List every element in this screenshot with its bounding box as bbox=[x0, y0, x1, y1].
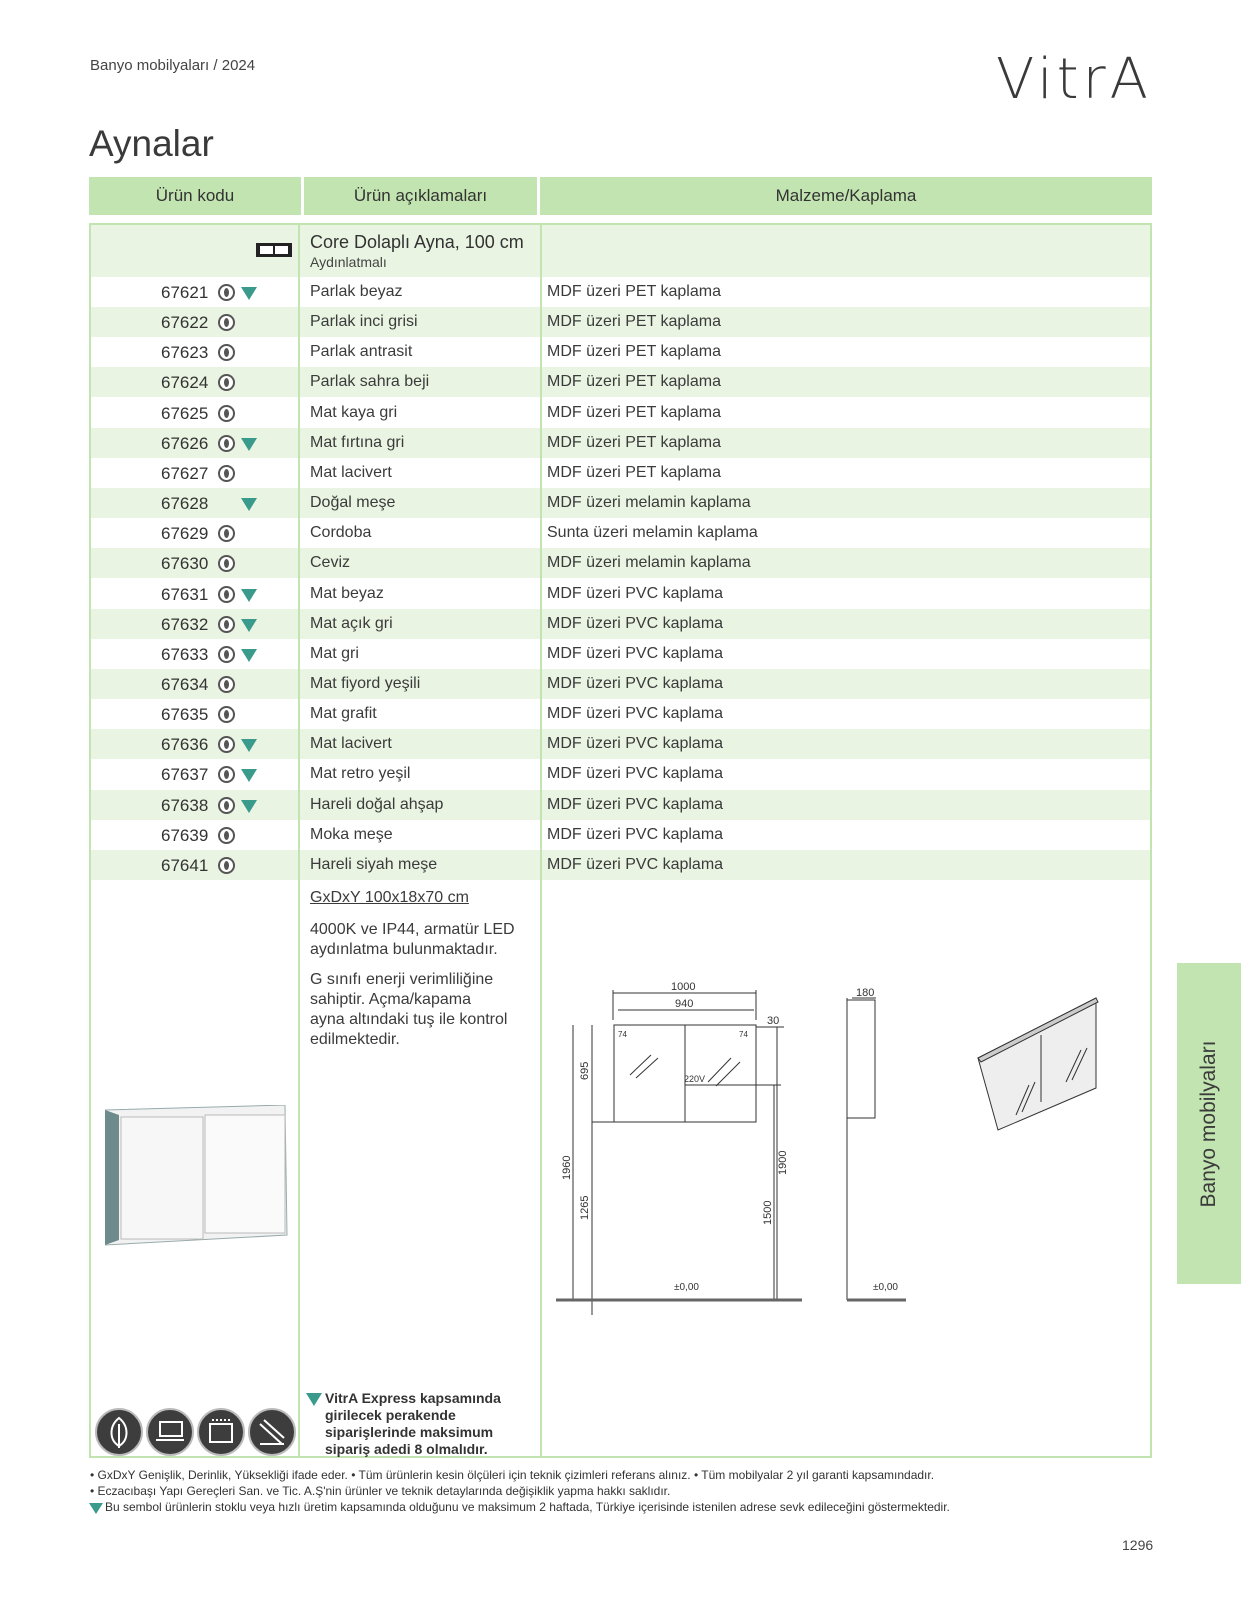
express-triangle-icon bbox=[241, 589, 257, 602]
express-triangle-icon bbox=[241, 739, 257, 752]
product-description: Mat gri bbox=[310, 644, 359, 662]
table-row bbox=[91, 518, 1150, 548]
product-description: Mat retro yeşil bbox=[310, 765, 411, 783]
dimensions-text: GxDxY 100x18x70 cm bbox=[310, 889, 469, 906]
product-code: 67628 bbox=[161, 494, 209, 514]
product-description: Doğal meşe bbox=[310, 494, 396, 512]
dim-74-right: 74 bbox=[739, 1030, 748, 1039]
table-row bbox=[91, 820, 1150, 850]
product-material: MDF üzeri PVC kaplama bbox=[547, 705, 724, 723]
product-description: Mat grafit bbox=[310, 705, 377, 723]
product-description: Parlak antrasit bbox=[310, 343, 413, 361]
vitra-logo: VitrA bbox=[996, 47, 1152, 112]
express-triangle-icon bbox=[241, 438, 257, 451]
table-row bbox=[91, 398, 1150, 428]
eco-icon bbox=[218, 374, 235, 391]
product-material: MDF üzeri PVC kaplama bbox=[547, 735, 724, 753]
product-description: Mat lacivert bbox=[310, 735, 392, 753]
led-note: 4000K ve IP44, armatür LED aydınlatma bulunmaktadır. bbox=[310, 921, 515, 958]
product-material: MDF üzeri PET kaplama bbox=[547, 373, 721, 391]
product-code: 67623 bbox=[161, 343, 209, 363]
product-material: MDF üzeri PVC kaplama bbox=[547, 614, 724, 632]
side-tab-label: Banyo mobilyaları bbox=[1197, 1040, 1220, 1207]
table-row bbox=[91, 759, 1150, 789]
breadcrumb: Banyo mobilyaları / 2024 bbox=[90, 57, 256, 74]
table-row bbox=[91, 639, 1150, 669]
dim-socket-height: 1500 bbox=[762, 1200, 774, 1225]
product-material: MDF üzeri melamin kaplama bbox=[547, 554, 751, 572]
footer-line-3: Bu sembol ürünlerin stoklu veya hızlı üretim kapsamında olduğunu ve maksimum 2 haftada, Türkiye içerisinde istenilen adrese sevk edileceğini göstermektedir. bbox=[105, 1500, 950, 1514]
express-triangle-icon bbox=[241, 287, 257, 300]
product-material: MDF üzeri PVC kaplama bbox=[547, 795, 724, 813]
dim-depth: 180 bbox=[856, 987, 875, 999]
dim-width-inner: 940 bbox=[675, 998, 694, 1010]
eco-icon bbox=[218, 706, 235, 723]
product-code: 67636 bbox=[161, 735, 209, 755]
table-row bbox=[91, 337, 1150, 367]
express-triangle-icon bbox=[241, 649, 257, 662]
dim-base-height: 1265 bbox=[579, 1195, 591, 1220]
column-header-code: Ürün kodu bbox=[89, 177, 301, 215]
product-code: 67629 bbox=[161, 524, 209, 544]
eco-icon bbox=[218, 676, 235, 693]
product-description: Mat fiyord yeşili bbox=[310, 674, 421, 692]
product-material: MDF üzeri PET kaplama bbox=[547, 403, 721, 421]
table-row bbox=[91, 790, 1150, 820]
column-header-material: Malzeme/Kaplama bbox=[540, 177, 1152, 215]
product-material: MDF üzeri PVC kaplama bbox=[547, 855, 724, 873]
eco-icon bbox=[218, 736, 235, 753]
table-row bbox=[91, 699, 1150, 729]
product-description: Hareli siyah meşe bbox=[310, 855, 438, 873]
eco-icon bbox=[218, 344, 235, 361]
product-material: MDF üzeri PVC kaplama bbox=[547, 765, 724, 783]
product-material: MDF üzeri PET kaplama bbox=[547, 463, 721, 481]
eco-icon bbox=[218, 405, 235, 422]
product-photo bbox=[105, 1105, 289, 1247]
express-legend-icon bbox=[89, 1503, 103, 1514]
eco-leaf-badge-icon bbox=[95, 1408, 143, 1456]
cabinet-mirror-badge-icon bbox=[146, 1408, 194, 1456]
dim-socket-top: 1900 bbox=[777, 1150, 789, 1175]
led-light-badge-icon bbox=[197, 1408, 245, 1456]
product-material: MDF üzeri PVC kaplama bbox=[547, 584, 724, 602]
dim-mirror-height: 695 bbox=[579, 1061, 591, 1080]
socket-label: 220V bbox=[684, 1074, 706, 1084]
product-code: 67638 bbox=[161, 795, 209, 815]
dim-total-height: 1960 bbox=[561, 1155, 573, 1180]
side-tab bbox=[1177, 963, 1241, 1284]
dim-width-outer: 1000 bbox=[671, 981, 696, 993]
eco-icon bbox=[218, 766, 235, 783]
product-subtitle: Aydınlatmalı bbox=[310, 254, 387, 270]
floor-level-front: ±0,00 bbox=[674, 1282, 699, 1293]
column-header-description: Ürün açıklamaları bbox=[304, 177, 537, 215]
product-description: Cordoba bbox=[310, 524, 372, 542]
product-code: 67631 bbox=[161, 584, 209, 604]
product-code: 67641 bbox=[161, 855, 209, 875]
product-code: 67622 bbox=[161, 313, 209, 333]
eco-icon bbox=[218, 616, 235, 633]
product-material: MDF üzeri PET kaplama bbox=[547, 313, 721, 331]
product-table bbox=[89, 223, 1152, 1458]
product-material: MDF üzeri PVC kaplama bbox=[547, 674, 724, 692]
product-material: MDF üzeri PVC kaplama bbox=[547, 644, 724, 662]
product-code: 67635 bbox=[161, 705, 209, 725]
table-row bbox=[91, 428, 1150, 458]
product-description: Ceviz bbox=[310, 554, 351, 572]
product-code: 67634 bbox=[161, 674, 209, 694]
express-triangle-icon bbox=[241, 769, 257, 782]
product-description: Hareli doğal ahşap bbox=[310, 795, 444, 813]
table-row bbox=[91, 850, 1150, 880]
product-description: Mat beyaz bbox=[310, 584, 384, 602]
product-material: MDF üzeri PVC kaplama bbox=[547, 825, 724, 843]
table-row bbox=[91, 548, 1150, 578]
table-row bbox=[91, 277, 1150, 307]
express-triangle-icon bbox=[241, 619, 257, 632]
product-code: 67625 bbox=[161, 403, 209, 423]
product-code: 67624 bbox=[161, 373, 209, 393]
product-name: Core Dolaplı Ayna, 100 cm bbox=[310, 232, 524, 252]
product-code: 67627 bbox=[161, 463, 209, 483]
table-row bbox=[91, 609, 1150, 639]
product-description: Mat fırtına gri bbox=[310, 433, 405, 451]
product-material: Sunta üzeri melamin kaplama bbox=[547, 524, 758, 542]
product-description: Mat kaya gri bbox=[310, 403, 398, 421]
product-code: 67632 bbox=[161, 614, 209, 634]
eco-icon bbox=[218, 646, 235, 663]
energy-note: G sınıfı enerji verimliliğine sahiptir. Açma/kapama ayna altındaki tuş ile kontrol edilmektedir. bbox=[310, 971, 508, 1048]
table-row bbox=[91, 488, 1150, 518]
product-material: MDF üzeri PET kaplama bbox=[547, 283, 721, 300]
footer-line-1: • GxDxY Genişlik, Derinlik, Yüksekliği ifade eder. • Tüm ürünlerin kesin ölçüleri için teknik çizimleri referans alınız. • Tüm mobilyalar 2 yıl garanti kapsamındadır. bbox=[90, 1468, 935, 1482]
table-row bbox=[91, 307, 1150, 337]
product-description: Parlak sahra beji bbox=[310, 373, 430, 391]
eco-icon bbox=[218, 314, 235, 331]
express-triangle-icon bbox=[241, 800, 257, 813]
mirror-badge-icon bbox=[248, 1408, 296, 1456]
product-code: 67626 bbox=[161, 433, 209, 453]
eco-icon bbox=[218, 435, 235, 452]
eco-icon bbox=[218, 857, 235, 874]
dim-74-left: 74 bbox=[618, 1030, 627, 1039]
product-description: Parlak inci grisi bbox=[310, 313, 418, 331]
express-note: VitrA Express kapsamında girilecek perakende siparişlerinde maksimum sipariş adedi 8 olmalıdır. bbox=[325, 1390, 501, 1457]
express-triangle-icon bbox=[241, 498, 257, 511]
product-description: Parlak beyaz bbox=[310, 283, 403, 300]
eco-icon bbox=[218, 284, 235, 301]
table-row bbox=[91, 367, 1150, 397]
eco-icon bbox=[218, 586, 235, 603]
product-description: Mat lacivert bbox=[310, 463, 392, 481]
technical-drawing bbox=[546, 970, 1146, 1315]
product-code: 67637 bbox=[161, 765, 209, 785]
product-code: 67621 bbox=[161, 283, 209, 302]
page-title: Aynalar bbox=[89, 123, 214, 164]
table-row bbox=[91, 729, 1150, 759]
product-material: MDF üzeri PET kaplama bbox=[547, 343, 721, 361]
eco-icon bbox=[218, 525, 235, 542]
product-description: Moka meşe bbox=[310, 825, 393, 843]
eco-icon bbox=[218, 555, 235, 572]
product-code: 67639 bbox=[161, 825, 209, 845]
eco-icon bbox=[218, 797, 235, 814]
product-description: Mat açık gri bbox=[310, 614, 393, 632]
page-number: 1296 bbox=[1122, 1537, 1154, 1553]
table-row bbox=[91, 669, 1150, 699]
table-row bbox=[91, 458, 1150, 488]
table-row bbox=[91, 579, 1150, 609]
eco-icon bbox=[218, 827, 235, 844]
eco-icon bbox=[218, 465, 235, 482]
product-code: 67630 bbox=[161, 554, 209, 574]
mirror-cabinet-icon bbox=[256, 243, 292, 257]
dim-offset: 30 bbox=[767, 1015, 780, 1027]
floor-level-side: ±0,00 bbox=[873, 1282, 898, 1293]
express-triangle-icon bbox=[306, 1393, 322, 1406]
product-material: MDF üzeri melamin kaplama bbox=[547, 494, 751, 512]
product-header-row bbox=[91, 225, 1150, 277]
product-code: 67633 bbox=[161, 644, 209, 664]
footer-line-2: • Eczacıbaşı Yapı Gereçleri San. ve Tic. A.Ş'nin ürünler ve teknik detaylarında değişiklik yapma hakkı saklıdır. bbox=[90, 1484, 671, 1498]
product-material: MDF üzeri PET kaplama bbox=[547, 433, 721, 451]
